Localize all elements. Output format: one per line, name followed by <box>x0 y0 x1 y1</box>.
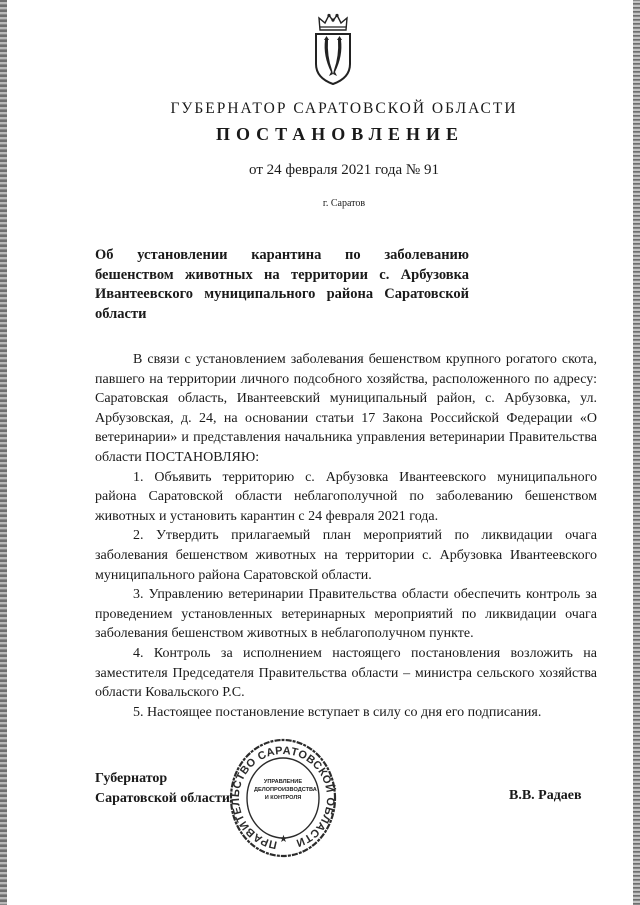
signatory-title-line-1: Губернатор <box>95 771 168 786</box>
signatory-name: В.В. Радаев <box>509 788 582 803</box>
item-2-paragraph: 2. Утвердить прилагаемый план мероприятий по ликвидации очага заболевания бешенством животных на территории с. Арбузовка Ивантеевского муниципального района Саратовской области. <box>95 528 597 583</box>
signatory-title-line-2: Саратовской области <box>95 790 230 806</box>
official-seal <box>229 738 337 860</box>
preamble-paragraph: В связи с установлением заболевания бешенством крупного рогатого скота, павшего на территории личного подсобного хозяйства, расположенного по адресу: Саратовская область, Ивантеевский муниципальный район, с. Арбузовка, ул. Арбузовская, д. 24, на основании статьи 17 Закона Российской Федерации «О ветеринарии» и представления начальника управления ветеринарии Правительства области ПОСТАНОВЛЯЮ: <box>95 352 597 465</box>
item-3-paragraph: 3. Управлению ветеринарии Правительства области обеспечить контроль за проведением установленных ветеринарных мероприятий по ликвидации очага заболевания бешенством животных в неблагополучном пункте. <box>95 587 597 642</box>
document-subject: Об установлении карантина по заболеванию бешенством животных на территории с. Арбузовка Ивантеевского муниципального района Саратовской области <box>95 247 469 322</box>
seal-inner-line-2: ДЕЛОПРОИЗВОДСТВА <box>254 787 317 793</box>
seal-inner-line-1: УПРАВЛЕНИЕ <box>263 779 303 785</box>
governor-heading: ГУБЕРНАТОР САРАТОВСКОЙ ОБЛАСТИ <box>170 100 518 117</box>
item-5-paragraph: 5. Настоящее постановление вступает в силу со дня его подписания. <box>133 704 542 720</box>
item-1-paragraph: 1. Объявить территорию с. Арбузовка Ивантеевского муниципального района Саратовской области неблагополучной по заболеванию бешенством животных и установить карантин с 24 февраля 2021 года. <box>95 469 597 524</box>
document-date-number: от 24 февраля 2021 года № 91 <box>249 162 439 178</box>
document-city: г. Саратов <box>322 198 366 209</box>
svg-text:★: ★ <box>279 834 288 845</box>
seal-inner-line-3: И КОНТРОЛЯ <box>264 795 302 801</box>
coat-of-arms-icon <box>308 12 358 86</box>
document-type-title: ПОСТАНОВЛЕНИЕ <box>215 124 465 144</box>
seal-inner-text <box>254 778 317 802</box>
document-body <box>95 350 597 722</box>
signatory-title <box>95 769 230 808</box>
item-4-paragraph: 4. Контроль за исполнением настоящего постановления возложить на заместителя Председателя Правительства области – министра сельского хозяйства области Ковальского Р.С. <box>95 645 597 701</box>
seal-ring-text: ПРАВИТЕЛЬСТВО САРАТОВСКОЙ ОБЛАСТИ <box>229 744 337 851</box>
